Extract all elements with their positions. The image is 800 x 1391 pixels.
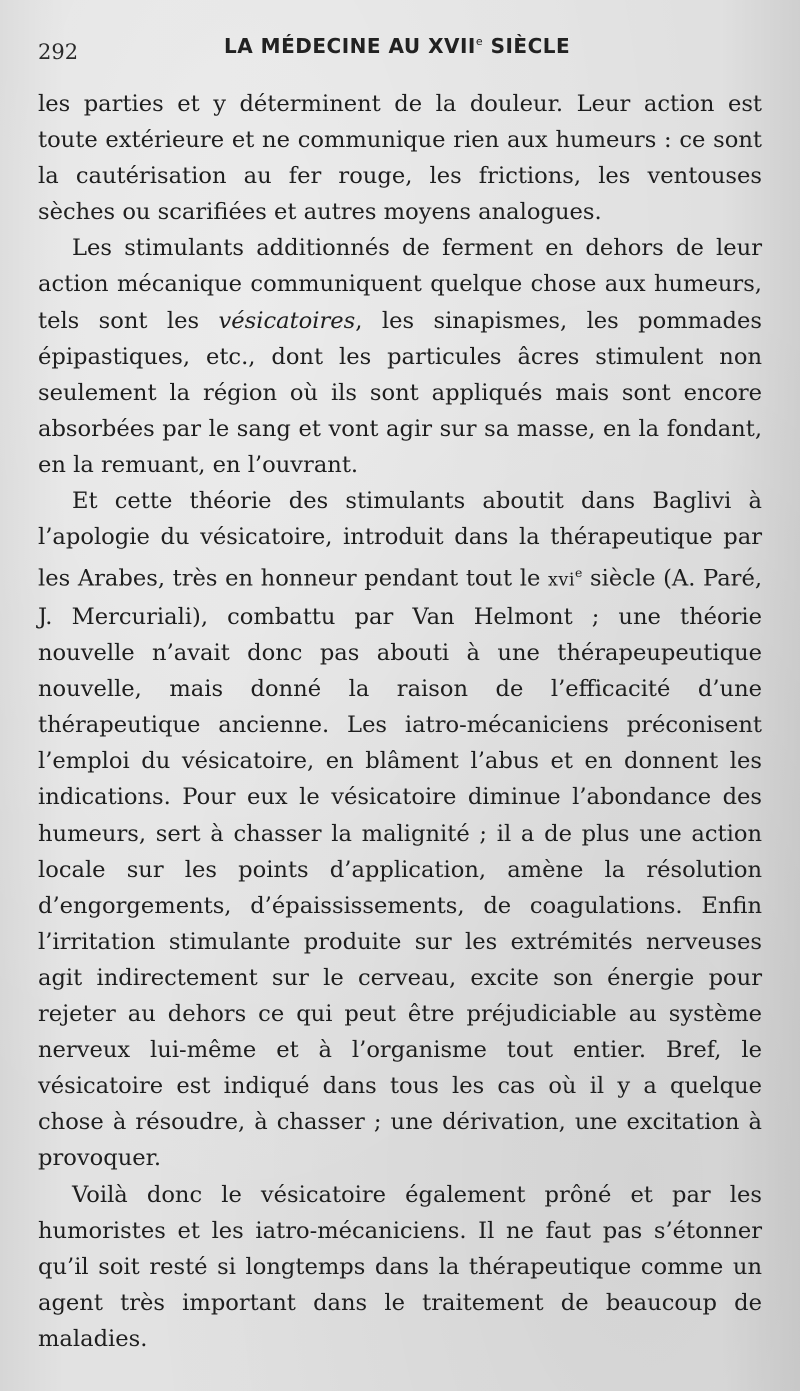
- text-run: Et cette théorie des stimulants aboutit dans Baglivi à l’apologie du vésicatoire, introduit dans la thérapeutique par les Arabes, très en honneur pendant tout le: [38, 488, 762, 592]
- paragraph-3: [38, 483, 762, 1176]
- superscript-text: e: [575, 565, 583, 581]
- running-title-end: SIÈCLE: [483, 34, 571, 58]
- paragraph-1: [38, 86, 762, 230]
- running-head: [38, 32, 760, 72]
- page-number: 292: [38, 40, 79, 64]
- paragraph-2: [38, 230, 762, 483]
- text-run: les parties et y déterminent de la douleur. Leur action est toute extérieure et ne communique rien aux humeurs : ce sont la cautérisation au fer rouge, les frictions, les ventouses sèches ou scarifiées et autres moyens analogues.: [38, 91, 762, 226]
- body-text: [38, 86, 762, 1357]
- paragraph-4: [38, 1177, 762, 1357]
- text-run: Les stimulants additionnés de ferment en dehors de leur action mécanique communiquent quelque chose aux humeurs, tels sont les: [38, 235, 762, 334]
- running-title-superscript: e: [475, 35, 484, 48]
- text-run: siècle (A. Paré, J. Mercuriali), combattu par Van Helmont ; une théorie nouvelle n’avait donc pas abouti à une thérapeupeutique nouvelle, mais donné la raison de l’efficacité d’une thérapeutique ancienne. Les iatro-mécaniciens préconisent l’emploi du vésicatoire, en blâment l’abus et en donnent les indications. Pour eux le vésicatoire diminue l’abondance des humeurs, sert à chasser la malignité ; il a de plus une action locale sur les points d’application, amène la résolution d’engorgements, d’épaississements, de coagulations. Enfin l’irritation stimulante produite sur les extrémités nerveuses agit indirectement sur le cerveau, excite son énergie pour rejeter au dehors ce qui peut être préjudiciable au système nerveux lui-même et à l’organisme tout entier. Bref, le vésicatoire est indiqué dans tous les cas où il y a quelque chose à résoudre, à chasser ; une dérivation, une excitation à provoquer.: [38, 565, 763, 1172]
- small-caps-text: xvi: [548, 570, 576, 591]
- text-run: Voilà donc le vésicatoire également prôné et par les humoristes et les iatro-mécaniciens. Il ne faut pas s’étonner qu’il soit resté si longtemps dans la thérapeutique comme un agent très important dans le traitement de beaucoup de maladies.: [38, 1181, 762, 1352]
- running-title: [224, 34, 570, 58]
- italic-term: vésicatoires: [218, 307, 356, 334]
- running-title-main: LA MÉDECINE AU XVII: [224, 34, 476, 58]
- text-run: , les sinapismes, les pommades épipastiques, etc., dont les particules âcres stimulent non seulement la région où ils sont appliqués mais sont encore absorbées par le sang et vont agir sur sa masse, en la fondant, en la remuant, en l’ouvrant.: [38, 307, 762, 478]
